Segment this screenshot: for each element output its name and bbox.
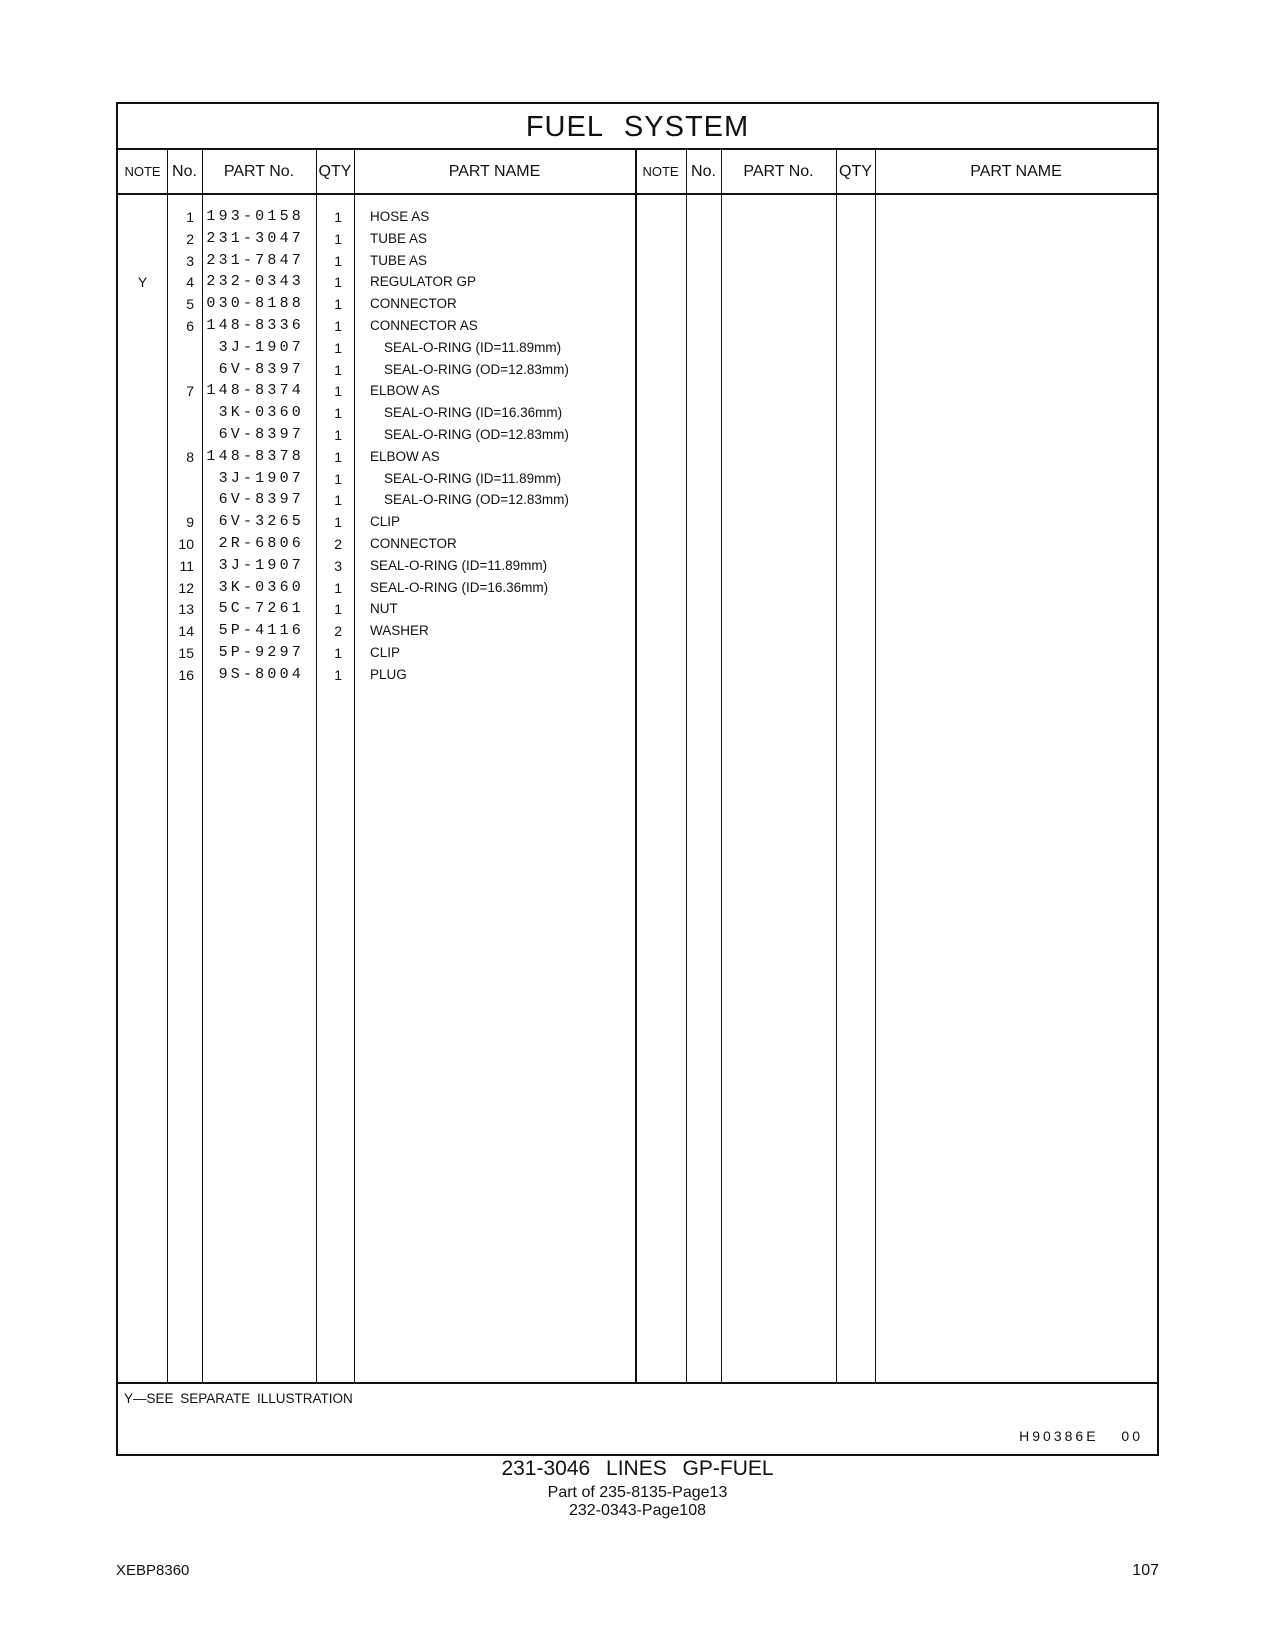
part-name-cell: CONNECTOR <box>370 536 457 551</box>
table-row <box>118 664 1157 686</box>
header-part-name-left: PART NAME <box>448 163 541 180</box>
part-number-cell: 231-7847 <box>206 251 304 269</box>
part-name-cell: CONNECTOR <box>370 296 457 312</box>
part-number-cell: 148-8374 <box>206 382 304 400</box>
quantity-cell: 1 <box>334 427 342 443</box>
table-row <box>118 620 1157 642</box>
header-qty-right: QTY <box>839 163 872 180</box>
quantity-cell: 1 <box>334 252 342 269</box>
drawing-code: H90386E 00 <box>1019 1428 1143 1444</box>
table-row <box>118 271 1157 293</box>
quantity-cell: 1 <box>334 296 342 313</box>
table-row <box>118 337 1157 359</box>
part-number-cell: 9S-8004 <box>218 665 304 683</box>
header-note-right: NOTE <box>642 164 679 179</box>
header-no-right: No. <box>691 163 716 180</box>
item-number-cell: 14 <box>178 623 194 640</box>
part-number-cell: 6V-8397 <box>218 426 304 443</box>
quantity-cell: 1 <box>334 230 342 247</box>
caption-reference-2: 232-0343-Page108 <box>568 1502 706 1519</box>
quantity-cell: 1 <box>334 274 342 291</box>
part-name-cell: ELBOW AS <box>370 383 440 399</box>
quantity-cell: 3 <box>334 557 342 574</box>
table-row <box>118 468 1157 490</box>
table-row <box>118 642 1157 664</box>
part-name-cell: NUT <box>370 601 398 617</box>
part-number-cell: 148-8336 <box>206 317 304 334</box>
part-name-cell: REGULATOR GP <box>370 274 477 290</box>
item-number-cell: 6 <box>186 318 194 334</box>
part-name-cell: SEAL-O-RING (OD=12.83mm) <box>384 361 569 377</box>
part-number-cell: 3J-1907 <box>218 338 304 356</box>
part-name-cell: ELBOW AS <box>370 448 440 464</box>
table-row <box>118 293 1157 315</box>
part-number-cell: 6V-8397 <box>218 360 304 378</box>
item-number-cell: 8 <box>186 448 194 465</box>
item-number-cell: 5 <box>186 296 194 313</box>
quantity-cell: 1 <box>334 318 342 334</box>
part-name-cell: CLIP <box>370 645 401 660</box>
table-row <box>118 511 1157 533</box>
part-name-cell: SEAL-O-RING (ID=11.89mm) <box>384 339 562 355</box>
table-row <box>118 598 1157 620</box>
part-name-cell: SEAL-O-RING (ID=11.89mm) <box>384 470 562 486</box>
note-cell: Y <box>137 274 148 291</box>
parts-list-sheet <box>116 102 1159 1456</box>
part-number-cell: 5P-4116 <box>218 622 304 640</box>
quantity-cell: 1 <box>334 645 342 661</box>
table-row <box>118 315 1157 337</box>
part-name-cell: SEAL-O-RING (OD=12.83mm) <box>384 427 569 442</box>
item-number-cell: 11 <box>179 557 194 574</box>
quantity-cell: 1 <box>334 514 342 531</box>
part-number-cell: 030-8188 <box>206 295 304 313</box>
header-qty-left: QTY <box>318 163 352 180</box>
table-row <box>118 380 1157 402</box>
quantity-cell: 2 <box>334 536 342 552</box>
header-part-name-right: PART NAME <box>970 163 1062 180</box>
part-name-cell: TUBE AS <box>370 230 428 246</box>
quantity-cell: 1 <box>334 666 342 683</box>
table-row <box>118 577 1157 599</box>
item-number-cell: 9 <box>186 514 194 531</box>
part-name-cell: SEAL-O-RING (OD=12.83mm) <box>384 492 569 508</box>
part-name-cell: WASHER <box>370 623 429 639</box>
quantity-cell: 1 <box>334 448 342 465</box>
part-name-cell: CONNECTOR AS <box>370 318 478 333</box>
table-row <box>118 424 1157 446</box>
quantity-cell: 1 <box>334 579 342 596</box>
table-row <box>118 250 1157 272</box>
part-number-cell: 6V-8397 <box>218 491 304 509</box>
group-caption: 231-3046 LINES GP-FUEL <box>501 1457 774 1480</box>
quantity-cell: 1 <box>334 405 342 422</box>
item-number-cell: 15 <box>178 645 194 661</box>
page-number: 107 <box>1132 1562 1159 1579</box>
part-number-cell: 3K-0360 <box>218 578 304 596</box>
table-row <box>118 359 1157 381</box>
part-number-cell: 5C-7261 <box>218 600 304 618</box>
quantity-cell: 1 <box>334 383 342 400</box>
part-name-cell: CLIP <box>370 514 401 530</box>
quantity-cell: 1 <box>334 361 342 378</box>
quantity-cell: 1 <box>334 470 342 487</box>
part-number-cell: 6V-3265 <box>218 513 304 531</box>
part-number-cell: 3J-1907 <box>218 469 304 487</box>
table-row <box>118 228 1157 250</box>
item-number-cell: 10 <box>178 536 194 552</box>
table-row <box>118 206 1157 228</box>
header-no-left: No. <box>172 163 197 180</box>
quantity-cell: 1 <box>334 601 342 618</box>
part-number-cell: 232-0343 <box>206 273 304 291</box>
caption-reference-1: Part of 235-8135-Page13 <box>547 1484 728 1501</box>
item-number-cell: 3 <box>186 252 194 269</box>
part-number-cell: 3K-0360 <box>218 404 304 422</box>
part-number-cell: 3J-1907 <box>218 556 304 574</box>
part-name-cell: TUBE AS <box>370 252 428 268</box>
quantity-cell: 1 <box>334 209 342 225</box>
item-number-cell: 1 <box>186 209 194 225</box>
part-number-cell: 148-8378 <box>206 447 304 465</box>
item-number-cell: 16 <box>178 666 194 683</box>
item-number-cell: 12 <box>178 579 194 596</box>
header-part-no-left: PART No. <box>223 163 295 180</box>
part-number-cell: 193-0158 <box>206 208 304 225</box>
document-id: XEBP8360 <box>116 1562 190 1579</box>
table-row <box>118 533 1157 555</box>
section-title: FUEL SYSTEM <box>118 104 1157 150</box>
part-name-cell: HOSE AS <box>370 209 430 224</box>
part-name-cell: SEAL-O-RING (ID=11.89mm) <box>370 557 548 573</box>
table-row <box>118 555 1157 577</box>
part-number-cell: 2R-6806 <box>218 535 304 552</box>
quantity-cell: 1 <box>334 339 342 356</box>
item-number-cell: 7 <box>186 383 194 400</box>
table-row <box>118 489 1157 511</box>
column-header-row <box>118 150 1157 195</box>
table-row <box>118 402 1157 424</box>
table-row <box>118 446 1157 468</box>
quantity-cell: 2 <box>334 623 342 640</box>
header-part-no-right: PART No. <box>743 163 814 180</box>
item-number-cell: 2 <box>186 230 194 247</box>
footnote: Y—SEE SEPARATE ILLUSTRATION <box>124 1391 353 1406</box>
part-name-cell: PLUG <box>370 666 407 682</box>
item-number-cell: 13 <box>178 601 194 618</box>
part-number-cell: 5P-9297 <box>218 644 304 661</box>
footer-divider <box>118 1382 1157 1384</box>
header-note-left: NOTE <box>124 164 161 179</box>
parts-table-body <box>118 195 1157 1484</box>
item-number-cell: 4 <box>186 274 194 291</box>
part-number-cell: 231-3047 <box>206 229 304 247</box>
part-name-cell: SEAL-O-RING (ID=16.36mm) <box>370 579 549 595</box>
part-name-cell: SEAL-O-RING (ID=16.36mm) <box>384 405 563 421</box>
quantity-cell: 1 <box>334 492 342 509</box>
